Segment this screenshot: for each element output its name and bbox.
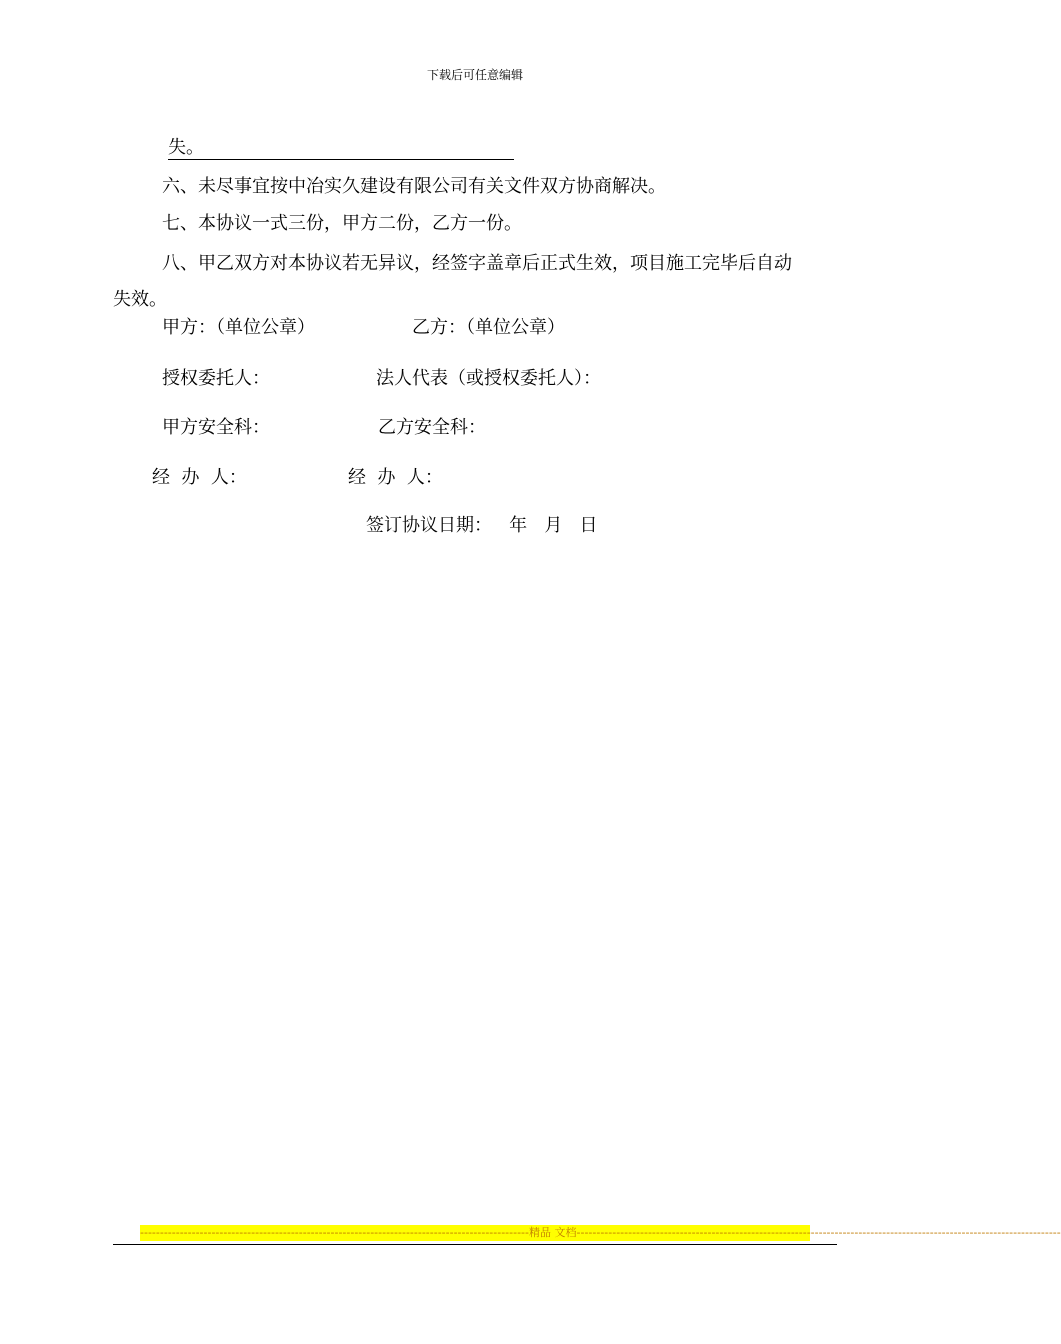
footer-dashes-left: --------------------------------------------------------------------------------------------------	[140, 1226, 529, 1239]
sign-date-label: 签订协议日期： 年 月 日	[366, 515, 598, 536]
footer-banner	[140, 1225, 1061, 1241]
party-a-handler-label: 经 办 人：	[152, 467, 247, 488]
clause-seven: 七、本协议一式三份，甲方二份，乙方一份。	[162, 213, 522, 234]
party-b-seal-label: 乙方：（单位公章）	[412, 317, 565, 338]
page-header: 下载后可任意编辑	[426, 68, 523, 82]
footer-dashes-right: --------------------------------------------------------------------------------------------------------------------------	[576, 1226, 1061, 1239]
clause-eight-line2: 失效。	[113, 289, 167, 310]
footer-rule	[113, 1244, 837, 1245]
clause-six: 六、未尽事宜按中冶实久建设有限公司有关文件双方协商解决。	[162, 176, 666, 197]
footer-label: 精品 文档	[529, 1226, 577, 1239]
party-b-safety-label: 乙方安全科：	[378, 417, 486, 438]
party-a-safety-label: 甲方安全科：	[162, 417, 270, 438]
underlined-text: 失。	[168, 137, 514, 160]
party-b-handler-label: 经 办 人：	[348, 467, 443, 488]
party-b-legal-rep-label: 法人代表（或授权委托人）：	[376, 368, 601, 389]
clause-eight-line1: 八、甲乙双方对本协议若无异议，经签字盖章后正式生效，项目施工完毕后自动	[162, 253, 792, 274]
party-a-seal-label: 甲方：（单位公章）	[162, 317, 315, 338]
footer-text	[140, 1225, 1061, 1241]
continued-line	[168, 137, 514, 160]
party-a-authorized-label: 授权委托人：	[162, 368, 270, 389]
